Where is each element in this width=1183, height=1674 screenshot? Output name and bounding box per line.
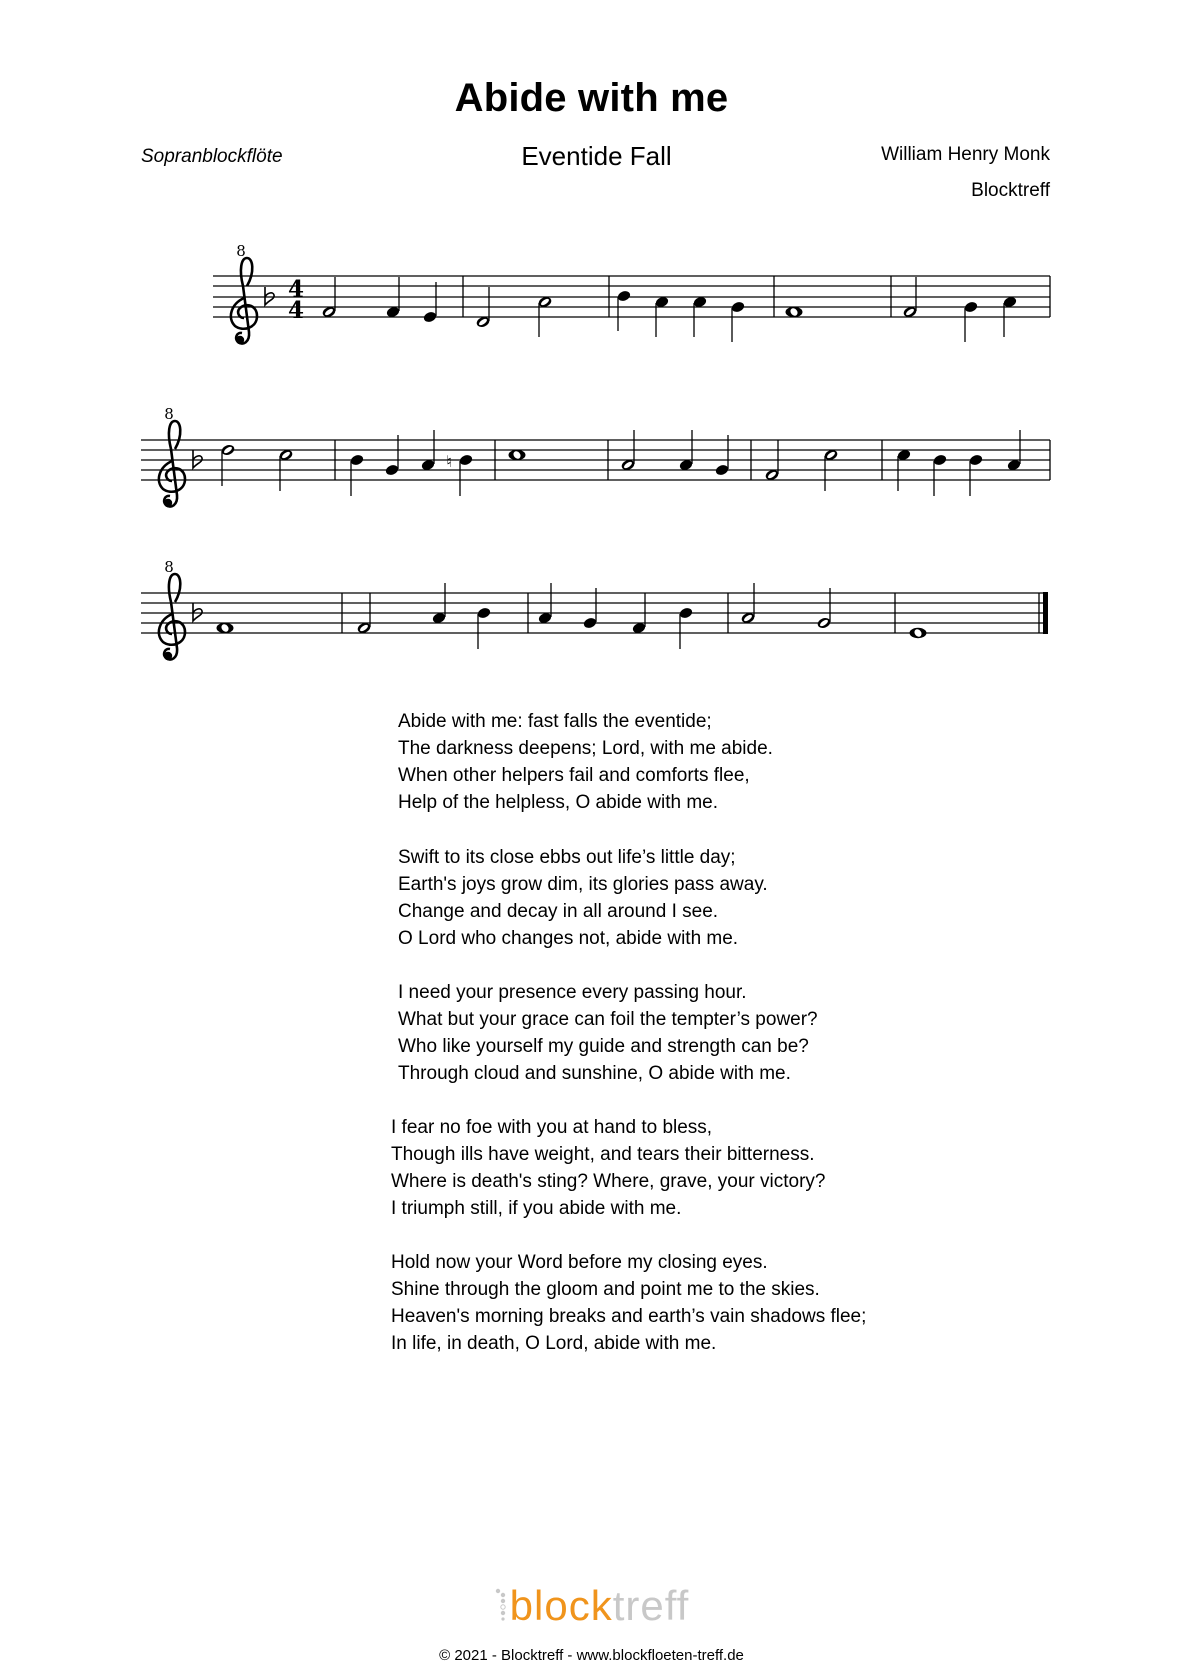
lyric-line: Though ills have weight, and tears their bitterness. [391, 1144, 815, 1165]
lyric-line: Swift to its close ebbs out life’s little day; [398, 847, 736, 868]
staff-system-1 [213, 242, 1050, 344]
svg-text:4: 4 [287, 276, 305, 303]
svg-text:♮: ♮ [446, 452, 452, 471]
lyric-line: I triumph still, if you abide with me. [391, 1198, 682, 1219]
verse-2 [398, 844, 768, 952]
blocktreff-logo [0, 1582, 1183, 1630]
verse-4 [391, 1114, 825, 1222]
sheet-music [0, 0, 1183, 700]
verse-5 [391, 1249, 866, 1357]
lyric-line: I need your presence every passing hour. [398, 982, 747, 1003]
lyric-line: Where is death's sting? Where, grave, your victory? [391, 1171, 826, 1192]
lyric-line: What but your grace can foil the tempter’s power? [398, 1009, 818, 1030]
composer-label: William Henry Monk [881, 144, 1050, 165]
svg-text:4: 4 [287, 297, 305, 324]
lyric-line: Help of the helpless, O abide with me. [398, 792, 719, 813]
arranger-label: Blocktreff [971, 180, 1050, 201]
lyric-line: I fear no foe with you at hand to bless, [391, 1117, 713, 1138]
lyric-line: Hold now your Word before my closing eyes. [391, 1252, 768, 1273]
recorder-holes-icon [494, 1586, 508, 1622]
lyric-line: Through cloud and sunshine, O abide with me. [398, 1063, 791, 1084]
lyric-line: Who like yourself my guide and strength can be? [398, 1036, 809, 1057]
subtitle: Eventide Fall [521, 141, 672, 171]
logo-text-block: block [509, 1582, 613, 1629]
copyright-footer: © 2021 - Blocktreff - www.blockfloeten-treff.de [439, 1647, 744, 1664]
lyric-line: The darkness deepens; Lord, with me abide. [398, 738, 773, 759]
staff-system-2 [141, 405, 1050, 507]
staff-system-3 [141, 558, 1048, 660]
lyric-line: Earth's joys grow dim, its glories pass away. [398, 874, 768, 895]
lyric-line: Abide with me: fast falls the eventide; [398, 711, 712, 732]
logo-text-treff: treff [612, 1582, 690, 1629]
lyric-line: Change and decay in all around I see. [398, 901, 719, 922]
page-title: Abide with me [454, 76, 729, 120]
instrument-label: Sopranblockflöte [141, 146, 283, 167]
verse-1 [398, 708, 773, 816]
final-barline [1043, 592, 1048, 634]
lyric-line: Heaven's morning breaks and earth’s vain shadows flee; [391, 1306, 867, 1327]
verse-3 [398, 979, 818, 1087]
lyric-line: In life, in death, O Lord, abide with me. [391, 1333, 717, 1354]
lyric-line: When other helpers fail and comforts flee, [398, 765, 750, 786]
lyric-line: O Lord who changes not, abide with me. [398, 928, 739, 949]
lyric-line: Shine through the gloom and point me to the skies. [391, 1279, 820, 1300]
